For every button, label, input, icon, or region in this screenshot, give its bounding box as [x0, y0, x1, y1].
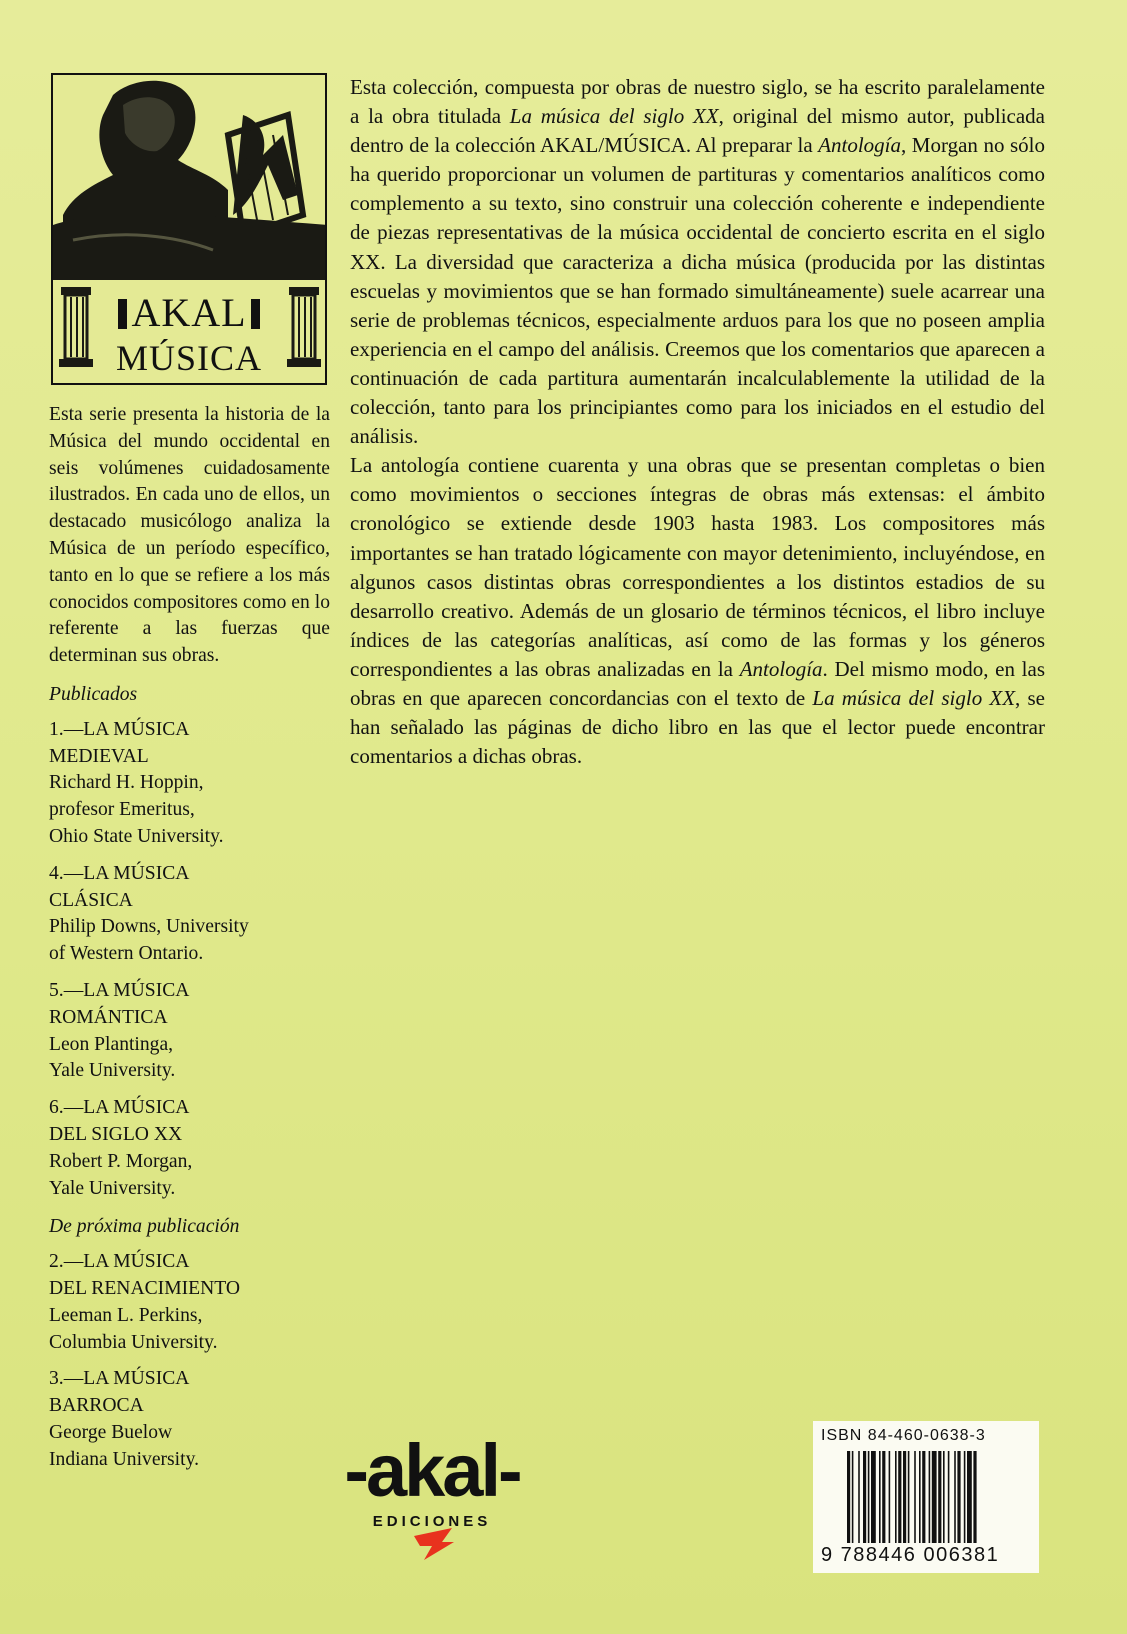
text-run: Esta colección, compuesta por obras de nuestro siglo, se ha escrito paralelamente a la obra titulada — [350, 75, 1045, 129]
book-author: Richard H. Hoppin, — [49, 772, 204, 794]
barcode-bar — [847, 1451, 850, 1543]
book-entry — [49, 1095, 330, 1202]
book-title: ROMÁNTICA — [49, 1006, 168, 1028]
series-logo — [51, 73, 327, 385]
book-author: Indiana University. — [49, 1448, 199, 1470]
isbn-label: ISBN 84-460-0638-3 — [821, 1427, 986, 1444]
book-author: profesor Emeritus, — [49, 799, 195, 821]
book-title: 3.—LA MÚSICA — [49, 1368, 190, 1390]
book-author: Leeman L. Perkins, — [49, 1304, 203, 1326]
akal-ediciones-logo — [342, 1424, 522, 1564]
book-entry — [49, 1249, 330, 1356]
barcode-bar — [858, 1451, 860, 1543]
barcode-bar — [967, 1451, 972, 1543]
barcode-bar — [895, 1451, 897, 1543]
barcode-bar — [943, 1451, 945, 1543]
barcode-bar — [882, 1451, 885, 1543]
barcode-bar — [889, 1451, 891, 1543]
book-title: MEDIEVAL — [49, 745, 149, 767]
book-title: CLÁSICA — [49, 889, 133, 911]
book-title-italic: La música del siglo XX — [812, 685, 1016, 710]
barcode-bar — [938, 1451, 941, 1543]
publisher-logo — [342, 1424, 522, 1569]
text-run: , se han señalado las páginas de dicho libro en las que el lector puede encontrar comentarios a dichas obras. — [350, 685, 1045, 769]
barcode-bar — [948, 1451, 950, 1543]
series-logo-akal: AKAL — [131, 290, 247, 335]
series-description-column — [49, 402, 330, 1483]
book-entry — [49, 861, 330, 968]
book-author: George Buelow — [49, 1421, 173, 1443]
barcode-bar — [908, 1451, 910, 1543]
book-title: 5.—LA MÚSICA — [49, 979, 190, 1001]
barcode-bar — [954, 1451, 956, 1543]
publisher-name: -akal- — [344, 1429, 520, 1512]
barcode-bar — [932, 1451, 937, 1543]
barcode-bar — [964, 1451, 966, 1543]
series-logo-line2: MÚSICA — [115, 338, 263, 378]
book-title: BARROCA — [49, 1395, 144, 1417]
barcode-bar — [957, 1451, 960, 1543]
book-title-italic: La música del siglo XX — [509, 104, 719, 129]
book-title: DEL RENACIMIENTO — [49, 1277, 241, 1299]
book-title: 2.—LA MÚSICA — [49, 1251, 190, 1273]
barcode-bar — [871, 1451, 876, 1543]
isbn-barcode-block — [813, 1421, 1039, 1573]
publisher-subtitle: EDICIONES — [372, 1513, 492, 1530]
book-description-column — [350, 73, 1045, 771]
book-title: DEL SIGLO XX — [49, 1123, 183, 1145]
book-entry — [49, 978, 330, 1085]
text-run: , Morgan no sólo ha querido proporcionar un volumen de partituras y comentarios analíticos como complemento a su texto, sino construir una colección coherente e independiente de piezas representativas de la música occidental de concierto escrita en el siglo XX. La diversidad que caracteriza a dicha música (producida por las distintas escuelas y movimientos que se han formado simultáneamente) suele acarrear una serie de problemas técnicos, especialmente arduos para los que no poseen amplia experiencia en el campo del análisis. Creemos que los comentarios que aparecen a continuación de cada partitura aumentarán incalculablemente la utilidad de la colección, tanto para los principiantes como para los iniciados en el estudio del análisis. — [350, 133, 1045, 449]
book-author: Yale University. — [49, 1060, 176, 1082]
book-author: of Western Ontario. — [49, 943, 204, 965]
barcode-digits: 9 788446 006381 — [821, 1544, 1000, 1566]
series-logo-line1 — [53, 289, 325, 336]
barcode-icon — [847, 1451, 1027, 1543]
book-author: Leon Plantinga, — [49, 1033, 174, 1055]
book-title-italic: Antología — [818, 133, 902, 158]
text-run: La antología contiene cuarenta y una obras que se presentan completas o bien como movimientos o secciones íntegras de obras más extensas: el ámbito cronológico se extiende desde 1903 hasta 1983. Los compositores más importantes se han tratado lógicamente con mayor detenimiento, incluyéndose, en algunos casos distintas obras correspondientes a los distintos estadios de su desarrollo creativo. Además de un glosario de términos técnicos, el libro incluye índices de las categorías analíticas, así como de las formas y los géneros correspondientes a las obras analizadas en la — [350, 453, 1045, 681]
barcode-bar — [879, 1451, 881, 1543]
book-author: Robert P. Morgan, — [49, 1150, 193, 1172]
barcode-bar — [863, 1451, 866, 1543]
book-author: Yale University. — [49, 1177, 176, 1199]
book-title: 4.—LA MÚSICA — [49, 862, 190, 884]
barcode-bar — [973, 1451, 976, 1543]
barcode-bar — [868, 1451, 870, 1543]
barcode-bar — [898, 1451, 901, 1543]
text-run: . Del mismo modo, en las obras en que aparecen concordancias con el texto de — [350, 656, 1045, 710]
book-entry — [49, 1366, 330, 1473]
book-title: 1.—LA MÚSICA — [49, 718, 190, 740]
barcode-bar — [919, 1451, 921, 1543]
description-paragraph-2 — [350, 451, 1045, 771]
description-paragraph-1 — [350, 73, 1045, 451]
series-intro-text: Esta serie presenta la historia de la Música del mundo occidental en seis volúmenes cuidadosamente ilustrados. En cada uno de ellos, un destacado musicólogo analiza la Música de un período específico, tanto en lo que se refiere a los más conocidos compositores como en lo referente a las fuerzas que determinan sus obras. — [49, 404, 330, 667]
book-entry — [49, 717, 330, 851]
book-author: Philip Downs, University — [49, 916, 249, 938]
barcode-bar — [903, 1451, 906, 1543]
published-label: Publicados — [49, 683, 138, 705]
book-author: Ohio State University. — [49, 825, 224, 847]
book-title-italic: Antología — [739, 656, 823, 681]
barcode-bar — [914, 1451, 916, 1543]
text-run: , original del mismo autor, publicada dentro de la colección AKAL/MÚSICA. Al preparar la — [350, 104, 1045, 158]
upcoming-label: De próxima publicación — [49, 1216, 240, 1238]
publisher-emblem — [414, 1528, 454, 1560]
barcode-bar — [929, 1451, 931, 1543]
barcode-bar — [922, 1451, 925, 1543]
book-title: 6.—LA MÚSICA — [49, 1097, 190, 1119]
book-author: Columbia University. — [49, 1331, 218, 1353]
barcode-bar — [852, 1451, 854, 1543]
